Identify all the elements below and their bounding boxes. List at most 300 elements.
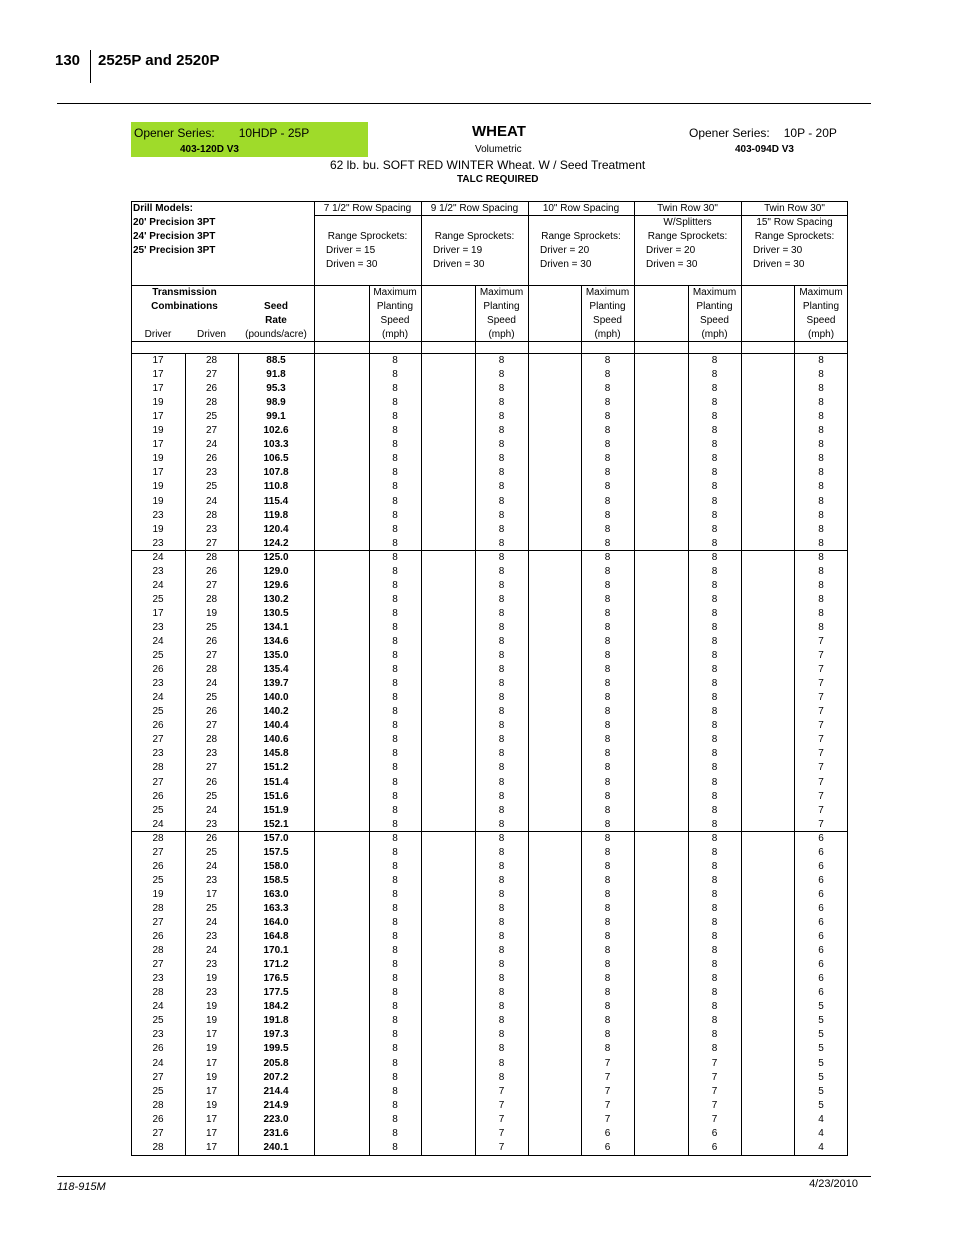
range-driven: Driven = 30: [540, 259, 592, 270]
seed-rate-value: 130.5: [263, 607, 289, 619]
max-speed-value: 5: [818, 1099, 824, 1111]
seed-rate-value: 152.1: [263, 818, 289, 830]
max-speed-value: 8: [711, 453, 718, 465]
max-speed-value: 8: [392, 1001, 398, 1013]
max-speed-value: 8: [711, 692, 718, 704]
seed-rate-value: 115.4: [263, 495, 289, 507]
max-speed-value: 8: [604, 579, 611, 591]
driven-value: 19: [205, 1043, 218, 1055]
right-opener-code: 403-094D V3: [735, 144, 794, 155]
max-speed-value: 8: [711, 495, 718, 507]
driven-value: 27: [205, 650, 218, 662]
max-speed-value: 8: [711, 383, 718, 395]
max-speed-value: 6: [818, 973, 824, 985]
max-speed-value: 8: [498, 959, 505, 971]
driven-value: 24: [205, 945, 218, 957]
max-speed-value: 8: [711, 902, 718, 914]
max-speed-value: 8: [498, 397, 505, 409]
max-speed-value: 8: [711, 931, 718, 943]
max-speed-value: 8: [392, 1015, 398, 1027]
driver-value: 24: [152, 1057, 164, 1069]
driven-value: 19: [205, 1001, 218, 1013]
max-speed-value: 8: [711, 832, 718, 844]
max-speed-value: 8: [498, 678, 505, 690]
max-speed-value: 8: [711, 397, 718, 409]
max-speed-value: 8: [604, 551, 611, 563]
max-speed-value: 8: [392, 902, 398, 914]
driven-header: Driven: [197, 329, 226, 340]
driven-value: 24: [205, 804, 218, 816]
driver-value: 17: [152, 383, 164, 395]
max-speed-value: 8: [498, 355, 505, 366]
max-speed-value: 5: [818, 1057, 824, 1069]
max-speed-value: 8: [711, 369, 718, 381]
seed-rate-value: 102.6: [263, 425, 289, 437]
max-speed-value: 8: [604, 678, 611, 690]
max-speed-value: 8: [392, 565, 398, 577]
seed-rate-value: 135.0: [263, 650, 289, 662]
max-speed-value: 8: [604, 636, 611, 647]
table-rule: [131, 341, 848, 342]
max-speed-value: 8: [498, 579, 505, 591]
driver-value: 28: [152, 1141, 164, 1153]
max-speed-value: 8: [604, 355, 611, 366]
drill-model-label: 24' Precision 3PT: [133, 231, 216, 242]
driven-value: 28: [205, 664, 218, 676]
max-speed-value: 8: [392, 397, 398, 409]
driver-value: 28: [152, 762, 164, 774]
max-speed-value: 8: [392, 537, 398, 549]
seed-rate-value: 130.2: [263, 593, 289, 605]
driven-value: 28: [205, 509, 218, 521]
driver-value: 27: [152, 959, 164, 971]
driven-value: 25: [205, 846, 218, 858]
max-speed-value: 8: [711, 411, 718, 423]
driven-value: 23: [205, 987, 218, 999]
seed-rate-value: 110.8: [263, 481, 289, 493]
range-driven: Driven = 30: [433, 259, 485, 270]
max-speed-value: 8: [711, 734, 718, 746]
max-speed-value: 6: [818, 888, 824, 900]
speed-header: Maximum: [799, 287, 843, 298]
seed-rate-value: 231.6: [263, 1127, 289, 1139]
max-speed-value: 8: [818, 565, 824, 577]
range-driven: Driven = 30: [326, 259, 378, 270]
range-driven: Driven = 30: [646, 259, 698, 270]
max-speed-value: 8: [818, 537, 824, 549]
page-title: 2525P and 2520P: [98, 52, 220, 69]
spacing-title: 10" Row Spacing: [542, 203, 620, 214]
max-speed-value: 8: [711, 523, 718, 535]
max-speed-value: 8: [392, 692, 398, 704]
seed-rate-value: 158.0: [263, 860, 289, 872]
max-speed-value: 7: [498, 1141, 505, 1153]
max-speed-value: 8: [818, 495, 824, 507]
max-speed-value: 8: [498, 692, 505, 704]
driver-value: 28: [152, 945, 164, 957]
max-speed-value: 5: [818, 1043, 824, 1055]
max-speed-value: 8: [392, 636, 398, 647]
max-speed-value: 8: [498, 734, 505, 746]
driver-value: 25: [152, 1085, 164, 1097]
max-speed-value: 8: [604, 945, 611, 957]
max-speed-value: 7: [818, 650, 824, 662]
max-speed-value: 6: [818, 931, 824, 943]
driver-value: 27: [152, 1071, 164, 1083]
driver-value: 27: [152, 1127, 164, 1139]
driver-value: 25: [152, 706, 164, 718]
max-speed-value: 8: [711, 1029, 718, 1041]
speed-header: Planting: [696, 301, 733, 312]
driven-value: 23: [205, 874, 218, 886]
driven-value: 17: [205, 1085, 218, 1097]
driven-value: 19: [205, 1099, 218, 1111]
max-speed-value: 8: [498, 790, 505, 802]
max-speed-value: 8: [604, 537, 611, 549]
max-speed-value: 8: [818, 509, 824, 521]
max-speed-value: 8: [498, 902, 505, 914]
max-speed-value: 8: [498, 383, 505, 395]
table-rule: [421, 201, 422, 1156]
speed-header: (mph): [381, 329, 409, 340]
seed-rate-value: 157.0: [263, 832, 289, 844]
max-speed-value: 8: [711, 565, 718, 577]
max-speed-value: 8: [392, 579, 398, 591]
driver-value: 28: [152, 832, 164, 844]
seed-rate-value: 151.2: [263, 762, 289, 774]
max-speed-value: 8: [498, 621, 505, 633]
speed-header: Planting: [376, 301, 414, 312]
max-speed-value: 7: [818, 762, 824, 774]
seed-rate-value: 157.5: [263, 846, 289, 858]
max-speed-value: 8: [498, 931, 505, 943]
max-speed-value: 8: [604, 411, 611, 423]
driven-value: 28: [205, 551, 218, 563]
seed-rate-value: 214.9: [263, 1099, 289, 1111]
max-speed-value: 8: [818, 411, 824, 423]
driver-value: 26: [152, 860, 164, 872]
max-speed-value: 8: [604, 383, 611, 395]
max-speed-value: 8: [711, 678, 718, 690]
crop-title: WHEAT: [472, 123, 526, 140]
max-speed-value: 8: [392, 425, 398, 437]
max-speed-value: 7: [818, 636, 824, 647]
max-speed-value: 8: [604, 959, 611, 971]
max-speed-value: 4: [818, 1141, 824, 1153]
max-speed-value: 6: [818, 860, 824, 872]
max-speed-value: 8: [392, 551, 398, 563]
driven-value: 27: [205, 720, 218, 732]
max-speed-value: 8: [392, 959, 398, 971]
max-speed-value: 8: [498, 987, 505, 999]
driven-value: 26: [205, 636, 218, 647]
driven-value: 28: [205, 355, 218, 366]
max-speed-value: 8: [392, 383, 398, 395]
max-speed-value: 6: [711, 1141, 718, 1153]
max-speed-value: 8: [604, 748, 611, 760]
seed-rate-value: 119.8: [263, 509, 289, 521]
max-speed-value: 8: [498, 917, 505, 928]
driver-value: 19: [152, 453, 164, 465]
max-speed-value: 7: [818, 664, 824, 676]
max-speed-value: 7: [818, 692, 824, 704]
max-speed-value: 8: [392, 664, 398, 676]
max-speed-value: 7: [818, 818, 824, 830]
max-speed-value: 8: [498, 425, 505, 437]
driven-value: 25: [205, 790, 218, 802]
max-speed-value: 7: [711, 1113, 718, 1125]
seed-rate-value: 107.8: [263, 467, 289, 479]
max-speed-value: 8: [392, 495, 398, 507]
driven-value: 19: [205, 607, 218, 619]
driver-value: 19: [152, 523, 164, 535]
driver-value: 17: [152, 355, 164, 366]
max-speed-value: 8: [498, 481, 505, 493]
seed-rate-value: 191.8: [263, 1015, 289, 1027]
table-rule: [131, 285, 848, 286]
max-speed-value: 8: [392, 804, 398, 816]
max-speed-value: 8: [711, 706, 718, 718]
max-speed-value: 8: [498, 551, 505, 563]
driven-value: 23: [205, 748, 218, 760]
drill-model-label: Drill Models:: [133, 203, 194, 214]
seed-rate-value: 140.6: [263, 734, 289, 746]
max-speed-value: 8: [392, 1099, 398, 1111]
max-speed-value: 7: [711, 1057, 718, 1069]
max-speed-value: 8: [498, 874, 505, 886]
product-description: 62 lb. bu. SOFT RED WINTER Wheat. W / Seed Treatment: [330, 158, 646, 172]
driver-value: 26: [152, 664, 164, 676]
max-speed-value: 6: [818, 832, 824, 844]
max-speed-value: 8: [604, 860, 611, 872]
max-speed-value: 8: [392, 846, 398, 858]
header-rule: [57, 103, 871, 104]
speed-header: (mph): [807, 329, 835, 340]
drill-model-label: 25' Precision 3PT: [133, 245, 216, 256]
max-speed-value: 8: [604, 902, 611, 914]
max-speed-value: 8: [818, 593, 824, 605]
talc-note: TALC REQUIRED: [457, 174, 539, 185]
spacing-title: Twin Row 30": [657, 203, 718, 214]
max-speed-value: 8: [604, 495, 611, 507]
max-speed-value: 8: [498, 1043, 505, 1055]
seed-rate-value: 129.6: [263, 579, 289, 591]
driver-value: 24: [152, 551, 164, 563]
max-speed-value: 8: [604, 1043, 611, 1055]
max-speed-value: 6: [818, 846, 824, 858]
driver-value: 19: [152, 425, 164, 437]
seed-rate-value: 140.0: [263, 692, 289, 704]
max-speed-value: 8: [604, 481, 611, 493]
max-speed-value: 8: [392, 523, 398, 535]
driver-value: 26: [152, 1113, 164, 1125]
driver-value: 23: [152, 748, 164, 760]
max-speed-value: 8: [818, 551, 824, 563]
driven-value: 17: [205, 1029, 218, 1041]
driven-value: 25: [205, 692, 218, 704]
max-speed-value: 8: [604, 1015, 611, 1027]
max-speed-value: 8: [711, 621, 718, 633]
speed-header: Maximum: [479, 287, 524, 298]
spacing-title: 9 1/2" Row Spacing: [430, 203, 519, 214]
max-speed-value: 8: [711, 818, 718, 830]
driven-value: 23: [205, 959, 218, 971]
max-speed-value: 8: [498, 832, 505, 844]
max-speed-value: 8: [392, 369, 398, 381]
driven-value: 25: [205, 621, 218, 633]
driver-value: 26: [152, 790, 164, 802]
speed-header: Maximum: [585, 287, 630, 298]
driver-value: 25: [152, 593, 164, 605]
table-rule: [528, 201, 529, 1156]
driver-header: Driver: [144, 329, 172, 340]
max-speed-value: 8: [711, 579, 718, 591]
max-speed-value: 8: [392, 1043, 398, 1055]
max-speed-value: 8: [604, 818, 611, 830]
driven-value: 24: [205, 495, 218, 507]
max-speed-value: 8: [711, 439, 718, 451]
seed-rate-value: 125.0: [263, 551, 289, 563]
max-speed-value: 6: [818, 945, 824, 957]
table-rule: [131, 831, 848, 832]
speed-header: Speed: [487, 315, 516, 326]
max-speed-value: 8: [711, 355, 718, 366]
range-driven: Driven = 30: [753, 259, 805, 270]
seed-header: Seed: [264, 301, 288, 312]
max-speed-value: 8: [711, 593, 718, 605]
driver-value: 23: [152, 565, 164, 577]
max-speed-value: 8: [498, 523, 505, 535]
max-speed-value: 6: [818, 874, 824, 886]
footer-rule: [57, 1176, 871, 1177]
seed-rate-value: 164.0: [263, 917, 289, 928]
seed-rate-value: 129.0: [263, 565, 289, 577]
range-sprockets-label: Range Sprockets:: [647, 231, 728, 242]
speed-header: Maximum: [692, 287, 737, 298]
seed-rate-value: 197.3: [263, 1029, 289, 1041]
seed-rate-value: 135.4: [263, 664, 289, 676]
seed-rate-value: 223.0: [263, 1113, 289, 1125]
max-speed-value: 6: [818, 987, 824, 999]
seed-rate-value: 151.6: [263, 790, 289, 802]
max-speed-value: 7: [818, 734, 824, 746]
table-rule: [314, 201, 315, 1156]
driven-value: 28: [205, 397, 218, 409]
seed-rate-value: 151.9: [263, 804, 289, 816]
max-speed-value: 8: [392, 832, 398, 844]
max-speed-value: 8: [392, 1113, 398, 1125]
driven-value: 26: [205, 706, 218, 718]
max-speed-value: 8: [711, 1015, 718, 1027]
max-speed-value: 8: [604, 467, 611, 479]
driven-value: 19: [205, 973, 218, 985]
max-speed-value: 6: [818, 959, 824, 971]
speed-header: Planting: [589, 301, 626, 312]
max-speed-value: 8: [604, 888, 611, 900]
max-speed-value: 8: [498, 888, 505, 900]
max-speed-value: 8: [818, 607, 824, 619]
spacing-title: Twin Row 30": [764, 203, 825, 214]
driver-value: 24: [152, 818, 164, 830]
max-speed-value: 8: [818, 579, 824, 591]
spacing-title: 7 1/2" Row Spacing: [323, 203, 412, 214]
range-driver: Driver = 19: [433, 245, 483, 256]
driver-value: 23: [152, 1029, 164, 1041]
max-speed-value: 8: [711, 776, 718, 788]
max-speed-value: 8: [711, 762, 718, 774]
table-rule: [131, 353, 848, 354]
max-speed-value: 8: [604, 621, 611, 633]
max-speed-value: 8: [604, 1029, 611, 1041]
page-number: 130: [55, 52, 81, 69]
max-speed-value: 8: [711, 888, 718, 900]
max-speed-value: 8: [604, 874, 611, 886]
max-speed-value: 6: [604, 1141, 611, 1153]
max-speed-value: 8: [818, 481, 824, 493]
combinations-header: Combinations: [151, 301, 218, 312]
table-rule: [634, 201, 635, 1156]
max-speed-value: 8: [604, 973, 611, 985]
seed-rate-value: 163.3: [263, 902, 289, 914]
driver-value: 17: [152, 411, 164, 423]
max-speed-value: 7: [818, 678, 824, 690]
range-sprockets-label: Range Sprockets:: [327, 231, 408, 242]
max-speed-value: 8: [392, 720, 398, 732]
driven-value: 25: [205, 481, 218, 493]
speed-header: Speed: [380, 315, 410, 326]
driven-value: 17: [205, 1057, 218, 1069]
driven-value: 26: [205, 565, 218, 577]
rate-header: Rate: [265, 315, 287, 326]
driver-value: 25: [152, 650, 164, 662]
driver-value: 23: [152, 509, 164, 521]
driver-value: 17: [152, 607, 164, 619]
max-speed-value: 8: [392, 762, 398, 774]
max-speed-value: 8: [604, 706, 611, 718]
driven-value: 28: [205, 734, 218, 746]
max-speed-value: 8: [711, 917, 718, 928]
max-speed-value: 8: [392, 860, 398, 872]
driver-value: 23: [152, 678, 164, 690]
max-speed-value: 8: [392, 734, 398, 746]
max-speed-value: 8: [604, 846, 611, 858]
driven-value: 27: [205, 369, 218, 381]
speed-header: (mph): [594, 329, 621, 340]
max-speed-value: 8: [392, 355, 398, 366]
seed-rate-value: 177.5: [263, 987, 289, 999]
max-speed-value: 8: [818, 383, 824, 395]
driven-value: 27: [205, 425, 218, 437]
driver-value: 24: [152, 692, 164, 704]
max-speed-value: 7: [604, 1057, 611, 1069]
seed-rate-value: 240.1: [263, 1141, 289, 1153]
seed-rate-table: [131, 201, 848, 1156]
driven-value: 24: [205, 917, 218, 928]
max-speed-value: 8: [498, 945, 505, 957]
driven-value: 25: [205, 411, 218, 423]
seed-rate-value: 95.3: [266, 383, 286, 395]
max-speed-value: 8: [711, 790, 718, 802]
max-speed-value: 8: [711, 973, 718, 985]
max-speed-value: 8: [392, 650, 398, 662]
max-speed-value: 7: [711, 1085, 718, 1097]
max-speed-value: 5: [818, 1085, 824, 1097]
max-speed-value: 8: [818, 425, 824, 437]
driven-value: 24: [205, 860, 218, 872]
max-speed-value: 8: [604, 720, 611, 732]
seed-rate-value: 199.5: [263, 1043, 289, 1055]
max-speed-value: 8: [392, 1127, 398, 1139]
